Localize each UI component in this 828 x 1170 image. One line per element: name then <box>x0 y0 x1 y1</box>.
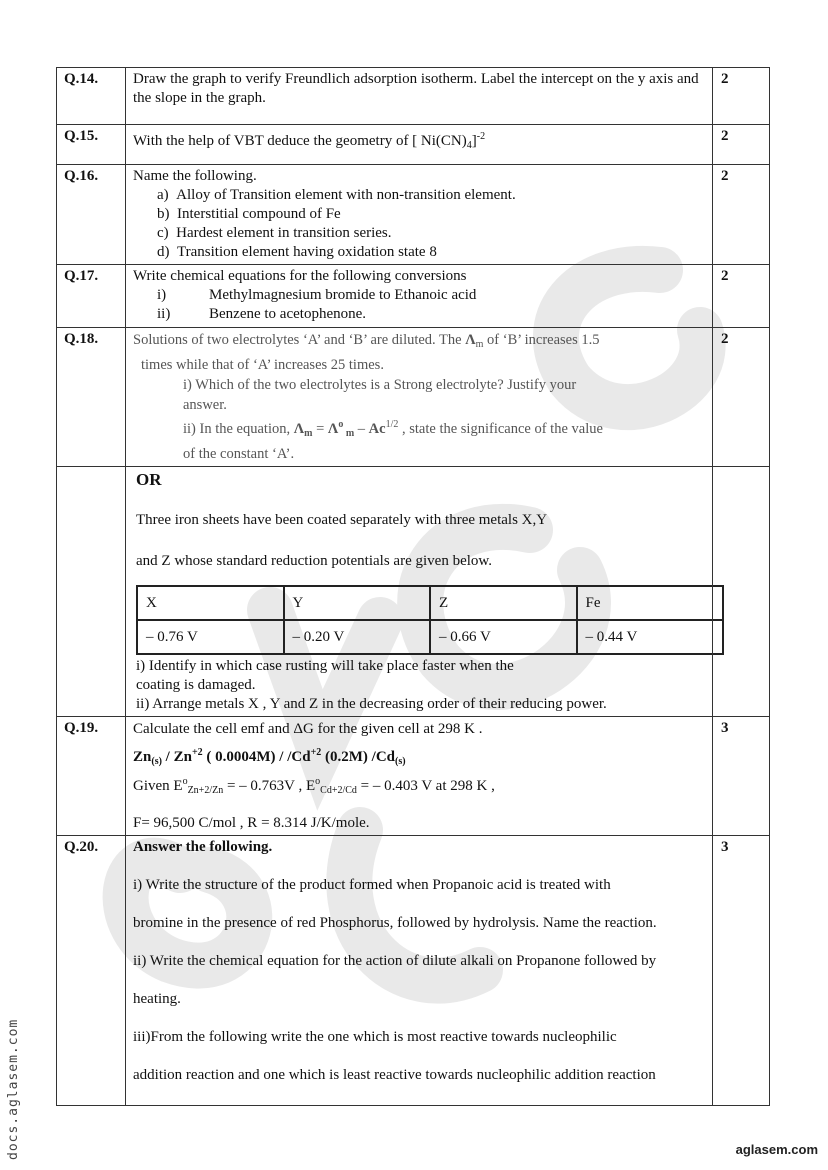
q18-line-1: Solutions of two electrolytes ‘A’ and ‘B’ are diluted. The $\Lambda_m$ of ‘B’ increases 1.5 <box>133 332 600 350</box>
q20-line: iii)From the following write the one which is most reactive towards nucleophilic <box>133 1029 617 1045</box>
q15-superscript: -2 <box>476 131 486 142</box>
question-number: Q.18. <box>57 328 126 467</box>
list-item: b) Interstitial compound of Fe <box>157 206 341 222</box>
table-cell: Z <box>430 586 577 620</box>
question-row-17 <box>57 265 770 328</box>
q19-given: Given $E^o_{Zn+2/Zn}$ = – 0.763V , $E^o_{Cd+2/Cd}$ = – 0.403 V at 298 K , <box>133 776 495 796</box>
question-number: Q.15. <box>57 125 126 165</box>
potential-table <box>136 585 724 655</box>
question-row-16 <box>57 165 770 265</box>
question-marks: 3 <box>713 717 770 836</box>
question-row-20 <box>57 836 770 1106</box>
question-marks: 2 <box>713 328 770 467</box>
q20-line: bromine in the presence of red Phosphorus, followed by hydrolysis. Name the reaction. <box>133 915 657 931</box>
question-row-15 <box>57 125 770 165</box>
question-marks: 2 <box>713 165 770 265</box>
question-marks: 2 <box>713 68 770 125</box>
table-cell: – 0.76 V <box>137 620 284 654</box>
list-item: c) Hardest element in transition series. <box>157 225 392 241</box>
table-header-row <box>137 586 723 620</box>
q18-sub-ii: ii) In the equation, $\Lambda_m = \Lambda^o$ $_m - Ac^{1/2}$ , state the significance of the value of the constant ‘A’. <box>183 419 603 462</box>
q15-text-post: ] <box>471 133 477 149</box>
list-item: ii) Benzene to acetophenone. <box>157 306 367 322</box>
question-number: Q.16. <box>57 165 126 265</box>
table-cell: – 0.44 V <box>577 620 724 654</box>
question-row-18 <box>57 328 770 467</box>
q20-heading: Answer the following. <box>133 839 273 855</box>
question-text <box>126 467 713 717</box>
question-text <box>126 165 713 265</box>
question-text: Draw the graph to verify Freundlich adsorption isotherm. Label the intercept on the y axis and the slope in the graph. <box>126 68 713 125</box>
footer-brand: aglasem.com <box>735 1142 818 1157</box>
q16-intro: Name the following. <box>133 168 257 184</box>
question-text <box>126 265 713 328</box>
question-number: Q.19. <box>57 717 126 836</box>
or-line-2: and Z whose standard reduction potentials are given below. <box>136 553 493 569</box>
table-row <box>137 620 723 654</box>
question-text <box>126 836 713 1106</box>
question-number-empty <box>57 467 126 717</box>
table-cell: Fe <box>577 586 724 620</box>
question-marks: 3 <box>713 836 770 1106</box>
q20-line: i) Write the structure of the product formed when Propanoic acid is treated with <box>133 877 611 893</box>
q19-constants: F= 96,500 C/mol , R = 8.314 J/K/mole. <box>133 815 370 831</box>
table-cell: – 0.20 V <box>284 620 431 654</box>
or-line-1: Three iron sheets have been coated separately with three metals X,Y <box>136 512 548 528</box>
q16-list <box>133 186 704 262</box>
question-table <box>56 67 770 1106</box>
or-sub-ii: ii) Arrange metals X , Y and Z in the decreasing order of their reducing power. <box>136 696 607 712</box>
or-sub-i: i) Identify in which case rusting will take place faster when the coating is damaged. <box>136 658 514 693</box>
question-number: Q.20. <box>57 836 126 1106</box>
list-item: d) Transition element having oxidation state 8 <box>157 244 437 260</box>
question-row-14 <box>57 68 770 125</box>
table-cell: Y <box>284 586 431 620</box>
question-marks: 2 <box>713 125 770 165</box>
question-marks: 2 <box>713 265 770 328</box>
question-text <box>126 125 713 165</box>
q20-line: heating. <box>133 991 181 1007</box>
list-item: i) Methylmagnesium bromide to Ethanoic acid <box>157 287 477 303</box>
question-row-19 <box>57 717 770 836</box>
q20-line: ii) Write the chemical equation for the action of dilute alkali on Propanone followed by <box>133 953 657 969</box>
q15-text-pre: With the help of VBT deduce the geometry of [ Ni(CN) <box>133 133 467 149</box>
table-cell: X <box>137 586 284 620</box>
question-number: Q.17. <box>57 265 126 328</box>
q18-sub-i: i) Which of the two electrolytes is a Strong electrolyte? Justify your answer. <box>183 377 577 413</box>
list-item: a) Alloy of Transition element with non-transition element. <box>157 187 516 203</box>
q19-cell-notation: $Zn_{(s)} / Zn^{+2}$ ( $0.0004M) / /Cd^{+2}$ (0.2M) $/Cd_{(s)}$ <box>133 747 406 767</box>
question-marks-empty <box>713 467 770 717</box>
table-cell: – 0.66 V <box>430 620 577 654</box>
question-text <box>126 328 713 467</box>
q15-subscript: 4 <box>466 140 472 151</box>
question-number: Q.14. <box>57 68 126 125</box>
question-text <box>126 717 713 836</box>
q17-intro: Write chemical equations for the following conversions <box>133 268 467 284</box>
q20-line: addition reaction and one which is least reactive towards nucleophilic addition reaction <box>133 1067 656 1083</box>
or-label: OR <box>136 470 162 489</box>
q18-line-2: times while that of ‘A’ increases 25 times. <box>141 357 384 373</box>
q19-line-1: Calculate the cell emf and ΔG for the given cell at 298 K . <box>133 721 483 737</box>
question-row-18-or <box>57 467 770 717</box>
side-url: docs.aglasem.com <box>6 1018 21 1160</box>
